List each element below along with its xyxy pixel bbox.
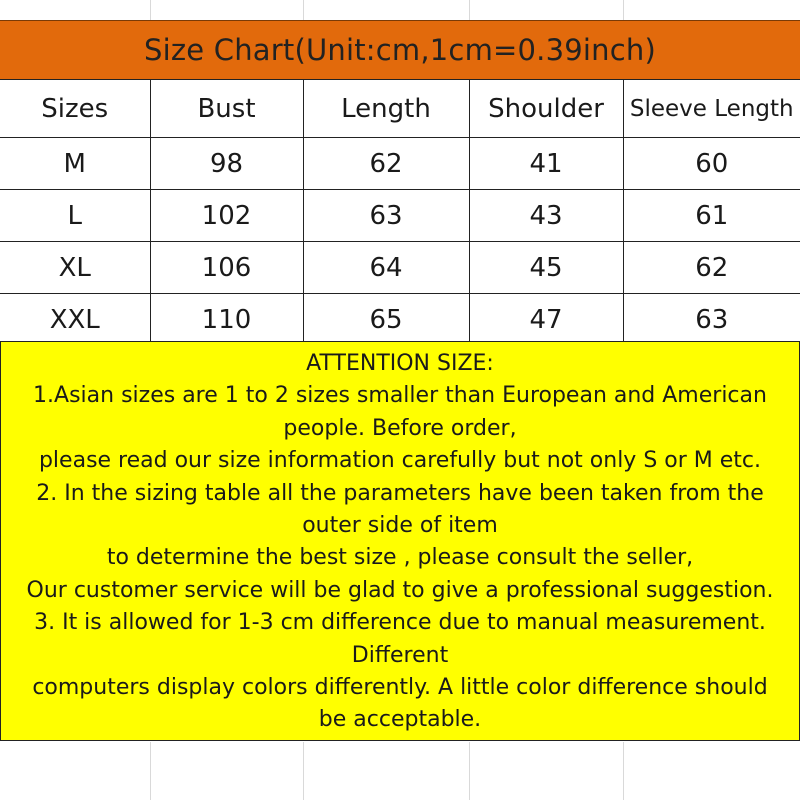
notice-line: Our customer service will be glad to give a professional suggestion. [26,577,774,603]
attention-notice [0,341,800,741]
header-shoulder: Shoulder [469,80,623,138]
table-row [0,294,800,346]
grid-line [150,0,151,20]
grid-line [303,742,304,800]
length-cell: 62 [303,138,469,190]
length-cell: 65 [303,294,469,346]
bust-cell: 106 [150,242,303,294]
table-row [0,138,800,190]
grid-line [303,0,304,20]
notice-line: people. Before order, [283,415,517,441]
bust-cell: 98 [150,138,303,190]
bust-cell: 110 [150,294,303,346]
sleeve-length-cell: 63 [623,294,800,346]
notice-line: 2. In the sizing table all the parameters have been taken from the [36,480,764,506]
notice-line: please read our size information carefully but not only S or M etc. [38,448,762,474]
table-row [0,242,800,294]
grid-line [150,742,151,800]
grid-line [469,742,470,800]
shoulder-cell: 43 [469,190,623,242]
header-sizes: Sizes [0,80,150,138]
grid-line [469,0,470,20]
table-header-row [0,80,800,138]
notice-line: to determine the best size , please consult the seller, [106,545,694,571]
bust-cell: 102 [150,190,303,242]
length-cell: 63 [303,190,469,242]
shoulder-cell: 45 [469,242,623,294]
length-cell: 64 [303,242,469,294]
size-chart-title: Size Chart(Unit:cm,1cm=0.39inch) [0,20,800,79]
notice-line: Different [351,642,449,668]
notice-line: 1.Asian sizes are 1 to 2 sizes smaller than European and American [33,383,767,409]
size-cell: XL [0,242,150,294]
shoulder-cell: 47 [469,294,623,346]
notice-heading: ATTENTION SIZE: [306,351,494,376]
header-sleeve-length: Sleeve Length [623,80,800,138]
size-cell: L [0,190,150,242]
header-bust: Bust [150,80,303,138]
size-cell: XXL [0,294,150,346]
table-row [0,190,800,242]
grid-line [623,0,624,20]
size-cell: M [0,138,150,190]
notice-line: be acceptable. [318,707,482,733]
notice-line: 3. It is allowed for 1-3 cm difference due to manual measurement. [34,610,766,636]
header-length: Length [303,80,469,138]
sleeve-length-cell: 60 [623,138,800,190]
shoulder-cell: 41 [469,138,623,190]
size-table [0,79,800,346]
notice-line: computers display colors differently. A little color difference should [32,675,768,701]
notice-line: outer side of item [302,513,498,539]
sleeve-length-cell: 62 [623,242,800,294]
sleeve-length-cell: 61 [623,190,800,242]
grid-line [623,742,624,800]
